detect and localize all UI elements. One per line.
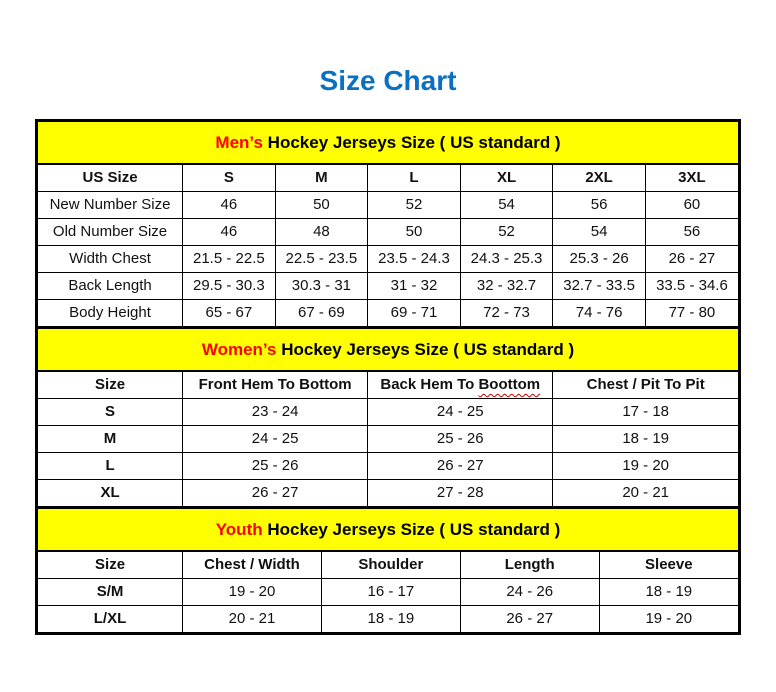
table-row [38, 192, 738, 219]
table-row [38, 426, 738, 453]
table-cell: 22.5 - 23.5 [275, 246, 368, 273]
table-cell: 20 - 21 [183, 606, 322, 633]
womens-section-header-rest: Hockey Jerseys Size ( US standard ) [276, 340, 575, 359]
misspelled-word: Boottom [478, 376, 541, 393]
table-cell: 19 - 20 [553, 453, 738, 480]
womens-section-header [38, 327, 738, 371]
table-cell: 24 - 25 [368, 399, 553, 426]
table-cell: 46 [183, 219, 276, 246]
table-row [38, 219, 738, 246]
table-cell: L [38, 453, 183, 480]
table-cell: 52 [368, 192, 461, 219]
table-row [38, 273, 738, 300]
youth-section [38, 507, 738, 632]
table-row [38, 579, 738, 606]
table-cell: 31 - 32 [368, 273, 461, 300]
table-cell: 16 - 17 [321, 579, 460, 606]
column-header-row [38, 552, 738, 579]
table-row [38, 480, 738, 507]
table-cell: Width Chest [38, 246, 183, 273]
table-cell: 69 - 71 [368, 300, 461, 327]
size-chart [35, 119, 741, 635]
table-row [38, 606, 738, 633]
table-cell: 30.3 - 31 [275, 273, 368, 300]
table-cell: 60 [645, 192, 738, 219]
mens-section-header-rest: Hockey Jerseys Size ( US standard ) [262, 133, 561, 152]
column-header-row [38, 165, 738, 192]
table-cell: M [38, 426, 183, 453]
table-row [38, 453, 738, 480]
table-cell: 27 - 28 [368, 480, 553, 507]
table-cell: Back Length [38, 273, 183, 300]
table-cell: XL [38, 480, 183, 507]
table-row [38, 399, 738, 426]
column-header [368, 372, 553, 399]
column-header: Length [460, 552, 599, 579]
table-cell: 77 - 80 [645, 300, 738, 327]
youth-section-header-rest: Hockey Jerseys Size ( US standard ) [262, 520, 561, 539]
column-header: Front Hem To Bottom [183, 372, 368, 399]
table-cell: 26 - 27 [183, 480, 368, 507]
table-cell: 20 - 21 [553, 480, 738, 507]
table-cell: 24 - 25 [183, 426, 368, 453]
table-cell: 21.5 - 22.5 [183, 246, 276, 273]
table-cell: 26 - 27 [460, 606, 599, 633]
column-header: Size [38, 552, 183, 579]
youth-section-header-highlight: Youth [215, 520, 263, 539]
table-cell: S/M [38, 579, 183, 606]
table-cell: 23.5 - 24.3 [368, 246, 461, 273]
column-header: M [275, 165, 368, 192]
table-cell: Old Number Size [38, 219, 183, 246]
table-cell: 56 [553, 192, 646, 219]
table-cell: 18 - 19 [321, 606, 460, 633]
table-cell: 46 [183, 192, 276, 219]
table-cell: 52 [460, 219, 553, 246]
table-cell: 74 - 76 [553, 300, 646, 327]
column-header: L [368, 165, 461, 192]
column-header: Chest / Width [183, 552, 322, 579]
table-cell: 24.3 - 25.3 [460, 246, 553, 273]
column-header: 2XL [553, 165, 646, 192]
table-cell: 18 - 19 [553, 426, 738, 453]
youth-section-header [38, 507, 738, 551]
mens-section [38, 122, 738, 327]
column-header: Chest / Pit To Pit [553, 372, 738, 399]
table-cell: 18 - 19 [599, 579, 738, 606]
womens-section [38, 327, 738, 507]
column-header: Sleeve [599, 552, 738, 579]
column-header: Shoulder [321, 552, 460, 579]
table-cell: 26 - 27 [368, 453, 553, 480]
table-cell: S [38, 399, 183, 426]
table-cell: 48 [275, 219, 368, 246]
column-header: US Size [38, 165, 183, 192]
table-cell: 25 - 26 [183, 453, 368, 480]
womens-section-header-highlight: Women’s [201, 340, 277, 359]
column-header: 3XL [645, 165, 738, 192]
table-cell: 19 - 20 [183, 579, 322, 606]
table-cell: 25 - 26 [368, 426, 553, 453]
table-cell: 19 - 20 [599, 606, 738, 633]
mens-section-header-highlight: Men’s [215, 133, 263, 152]
table-cell: 26 - 27 [645, 246, 738, 273]
table-cell: 50 [368, 219, 461, 246]
table-cell: L/XL [38, 606, 183, 633]
table-cell: 65 - 67 [183, 300, 276, 327]
table-cell: Body Height [38, 300, 183, 327]
table-cell: 54 [553, 219, 646, 246]
table-cell: 25.3 - 26 [553, 246, 646, 273]
column-header-text: Back Hem To [380, 376, 479, 393]
column-header-row [38, 372, 738, 399]
womens-size-table [38, 371, 738, 507]
mens-size-table [38, 164, 738, 327]
table-cell: 24 - 26 [460, 579, 599, 606]
table-cell: 50 [275, 192, 368, 219]
table-cell: 33.5 - 34.6 [645, 273, 738, 300]
table-cell: 72 - 73 [460, 300, 553, 327]
mens-section-header [38, 122, 738, 164]
table-cell: 56 [645, 219, 738, 246]
page-title: Size Chart [319, 65, 457, 96]
table-cell: 54 [460, 192, 553, 219]
table-cell: 23 - 24 [183, 399, 368, 426]
table-cell: 17 - 18 [553, 399, 738, 426]
column-header: Size [38, 372, 183, 399]
column-header: S [183, 165, 276, 192]
column-header: XL [460, 165, 553, 192]
table-cell: New Number Size [38, 192, 183, 219]
youth-size-table [38, 551, 738, 632]
table-cell: 29.5 - 30.3 [183, 273, 276, 300]
table-row [38, 246, 738, 273]
table-cell: 67 - 69 [275, 300, 368, 327]
table-cell: 32 - 32.7 [460, 273, 553, 300]
table-cell: 32.7 - 33.5 [553, 273, 646, 300]
table-row [38, 300, 738, 327]
